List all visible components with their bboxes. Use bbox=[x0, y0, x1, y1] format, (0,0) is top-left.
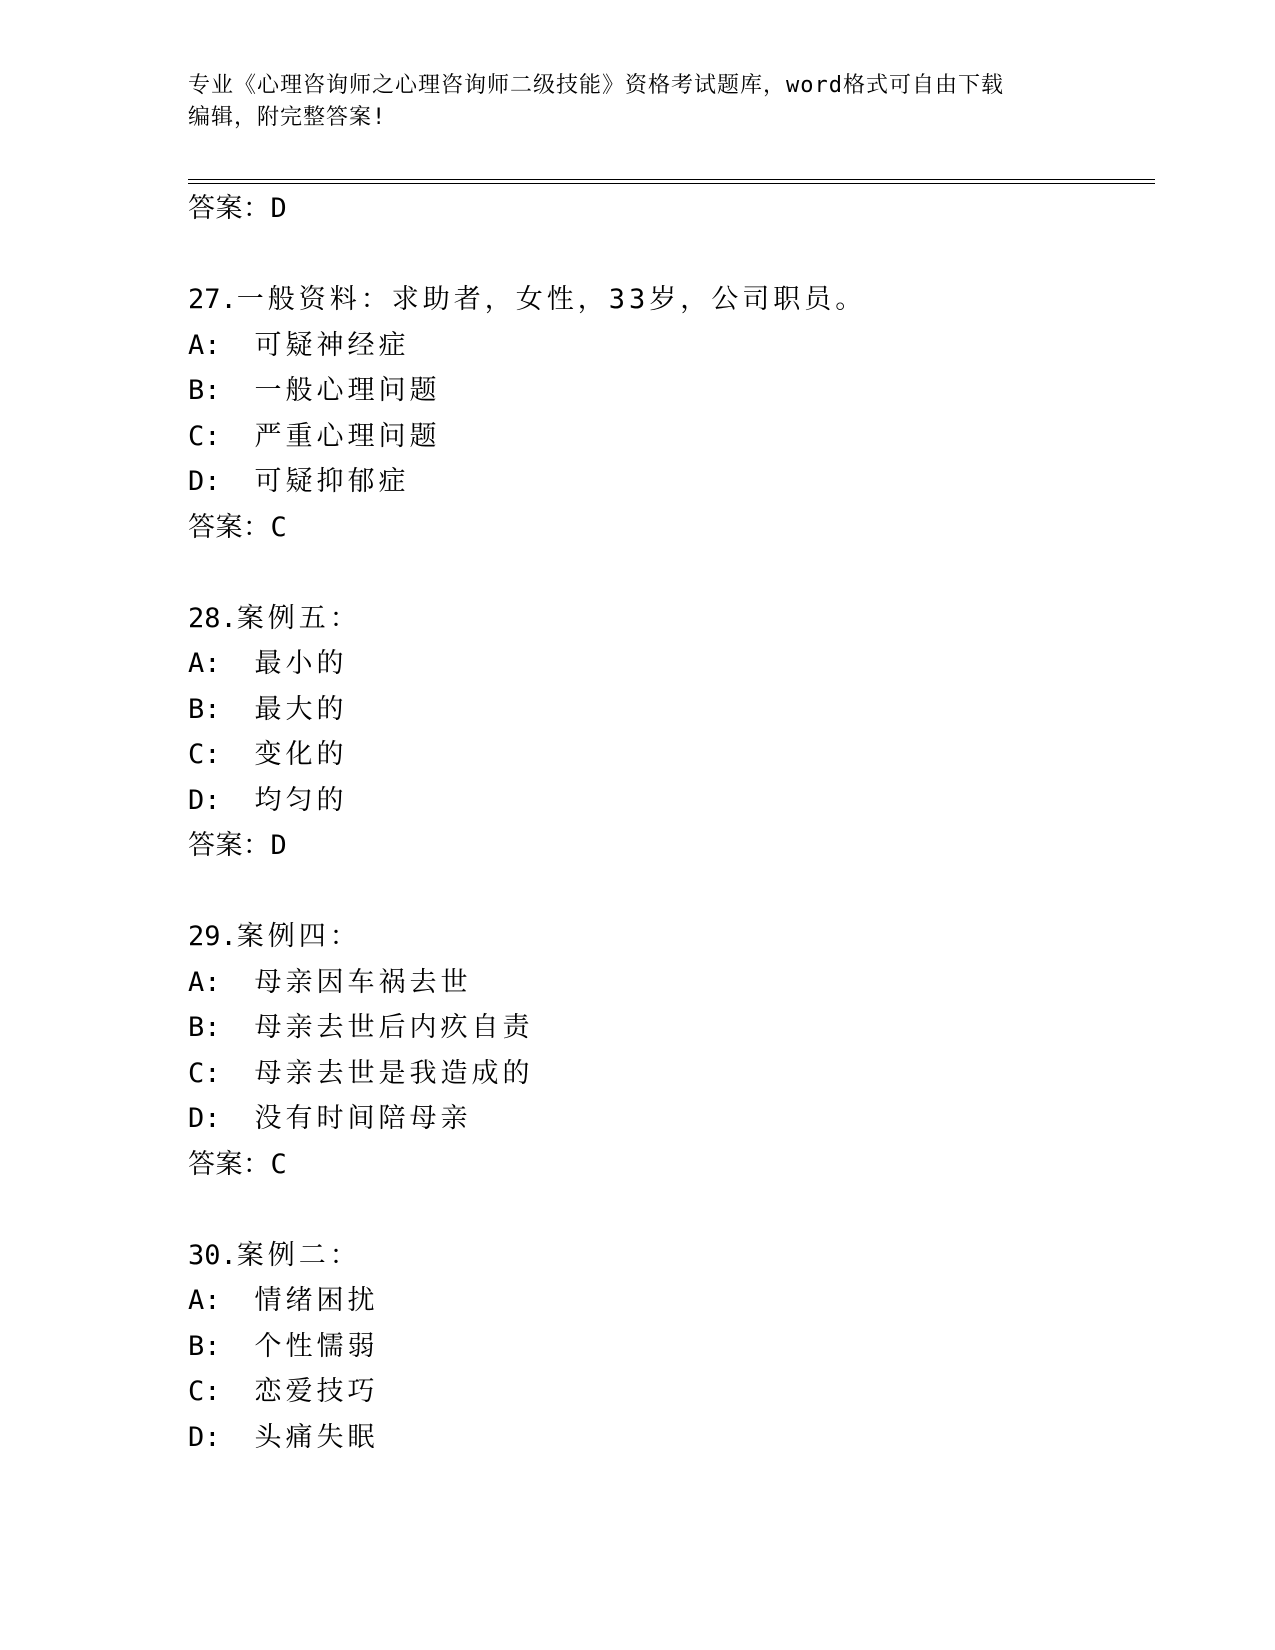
option-text: 严重心理问题 bbox=[254, 420, 441, 452]
option-letter: B: bbox=[188, 375, 221, 406]
option-letter: A: bbox=[188, 966, 221, 998]
option-item bbox=[188, 778, 1148, 824]
answer-line: 答案：C bbox=[188, 511, 288, 543]
option-item bbox=[188, 1278, 1148, 1324]
option-item bbox=[188, 1096, 1148, 1142]
question-stem bbox=[188, 277, 1148, 323]
question-number: 27. bbox=[188, 284, 237, 315]
option-item bbox=[188, 414, 1148, 460]
option-item bbox=[188, 641, 1148, 687]
question-block bbox=[188, 596, 1148, 869]
header-rule-bottom bbox=[188, 183, 1155, 184]
option-item bbox=[188, 1051, 1148, 1097]
option-letter: D: bbox=[188, 1421, 221, 1453]
answer-line: 答案：D bbox=[188, 830, 288, 861]
option-text: 没有时间陪母亲 bbox=[254, 1103, 472, 1134]
question-block bbox=[188, 277, 1148, 550]
option-item bbox=[188, 1415, 1148, 1461]
question-number: 29. bbox=[188, 921, 237, 952]
option-letter: C: bbox=[188, 739, 221, 770]
option-item bbox=[188, 732, 1148, 778]
option-letter: C: bbox=[188, 420, 221, 452]
option-letter: A: bbox=[188, 648, 221, 679]
option-letter: C: bbox=[188, 1057, 221, 1089]
question-text: 案例五： bbox=[236, 602, 361, 634]
answer-line: 答案：C bbox=[188, 1148, 288, 1180]
question-list bbox=[188, 186, 1148, 1460]
option-text: 最小的 bbox=[254, 648, 348, 679]
header-rule-top bbox=[188, 179, 1155, 180]
question-block bbox=[188, 1233, 1148, 1461]
question-stem bbox=[188, 596, 1148, 642]
option-text: 一般心理问题 bbox=[254, 375, 441, 406]
option-item bbox=[188, 368, 1148, 414]
option-item bbox=[188, 960, 1148, 1006]
option-text: 头痛失眠 bbox=[254, 1421, 379, 1453]
option-item bbox=[188, 323, 1148, 369]
option-text: 恋爱技巧 bbox=[254, 1376, 379, 1407]
header-line-2: 编辑，附完整答案! bbox=[188, 105, 387, 130]
question-text: 案例四： bbox=[236, 921, 361, 952]
option-letter: B: bbox=[188, 1330, 221, 1362]
option-text: 最大的 bbox=[254, 693, 348, 725]
option-letter: D: bbox=[188, 466, 221, 497]
answer-line: 答案：D bbox=[188, 193, 288, 224]
option-letter: B: bbox=[188, 693, 221, 725]
option-letter: C: bbox=[188, 1376, 221, 1407]
option-item bbox=[188, 1005, 1148, 1051]
option-text: 均匀的 bbox=[254, 784, 348, 816]
option-letter: D: bbox=[188, 1103, 221, 1134]
option-item bbox=[188, 1369, 1148, 1415]
option-text: 可疑抑郁症 bbox=[254, 466, 410, 497]
option-text: 可疑神经症 bbox=[254, 329, 410, 361]
header-line-1: 专业《心理咨询师之心理咨询师二级技能》资格考试题库，word格式可自由下载 bbox=[188, 73, 1004, 98]
option-item bbox=[188, 459, 1148, 505]
option-letter: D: bbox=[188, 784, 221, 816]
question-stem bbox=[188, 1233, 1148, 1279]
option-item bbox=[188, 687, 1148, 733]
option-letter: A: bbox=[188, 1285, 221, 1316]
question-text: 案例二： bbox=[236, 1239, 361, 1271]
option-text: 情绪困扰 bbox=[254, 1285, 379, 1316]
option-text: 个性懦弱 bbox=[254, 1330, 379, 1362]
option-text: 母亲去世后内疚自责 bbox=[254, 1012, 534, 1043]
option-letter: A: bbox=[188, 329, 221, 361]
option-text: 母亲因车祸去世 bbox=[254, 966, 472, 998]
question-text: 一般资料：求助者，女性，33岁，公司职员。 bbox=[236, 284, 867, 315]
document-header bbox=[188, 70, 1068, 134]
question-number: 30. bbox=[188, 1239, 237, 1271]
question-block bbox=[188, 914, 1148, 1187]
option-item bbox=[188, 1324, 1148, 1370]
option-text: 变化的 bbox=[254, 739, 348, 770]
question-stem bbox=[188, 914, 1148, 960]
option-letter: B: bbox=[188, 1012, 221, 1043]
question-number: 28. bbox=[188, 602, 237, 634]
option-text: 母亲去世是我造成的 bbox=[254, 1057, 534, 1089]
